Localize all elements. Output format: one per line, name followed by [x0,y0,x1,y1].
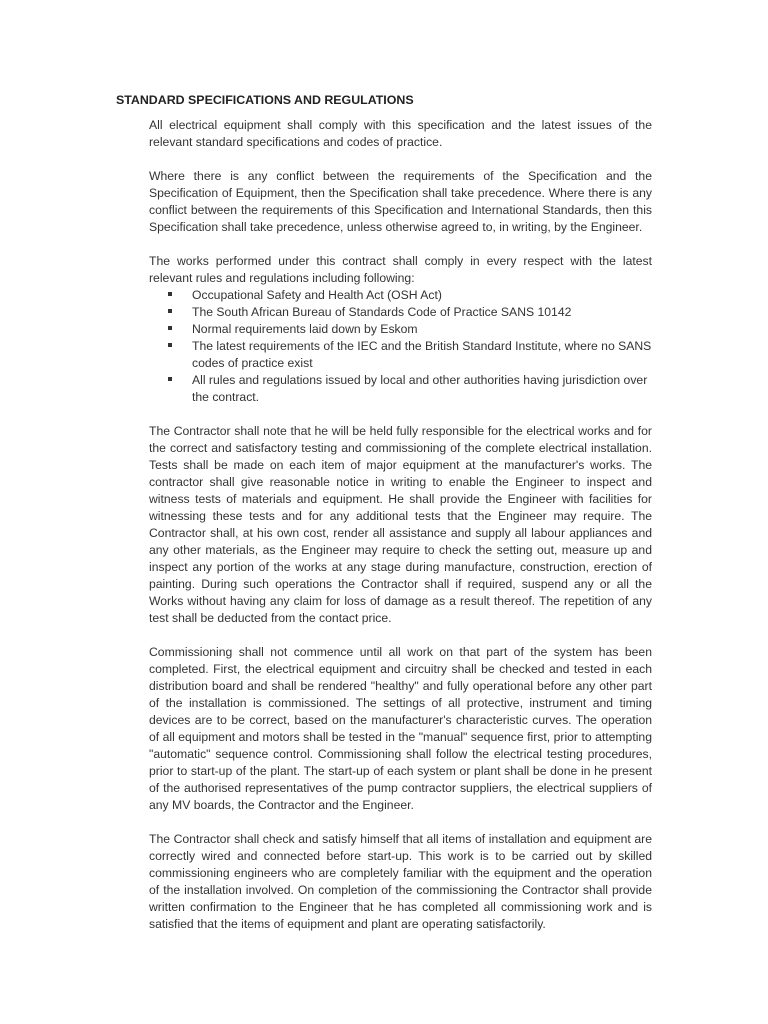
bullet-marker [168,377,172,381]
paragraph-contractor-responsibility: The Contractor shall note that he will be held fully responsible for the electrical works and for the correct and satisfactory testing and commissioning of the complete electrical installation. Tests shall be made on each item of major equipment at the manufacturer's works. The contractor shall give reasonable notice in writing to enable the Engineer to inspect and witness tests of materials and equipment. He shall provide the Engineer with facilities for witnessing these tests and for any additional tests that the Engineer may require. The Contractor shall, at his own cost, render all assistance and supply all labour appliances and any other materials, as the Engineer may require to check the setting out, measure up and inspect any portion of the works at any stage during manufacture, construction, erection of painting. During such operations the Contractor shall if required, suspend any or all the Works without having any claim for loss of damage as a result thereof. The repetition of any test shall be deducted from the contact price. [149,424,652,625]
list-item-text: All rules and regulations issued by local and other authorities having jurisdiction over the contract. [192,373,648,404]
paragraph-startup-checks: The Contractor shall check and satisfy himself that all items of installation and equipment are correctly wired and connected before start-up. This work is to be carried out by skilled commissioning engineers who are completely familiar with the equipment and the operation of the installation involved. On completion of the commissioning the Contractor shall provide written confirmation to the Engineer that he has completed all commissioning work and is satisfied that the items of equipment and plant are operating satisfactorily. [149,832,652,931]
bullet-marker [168,326,172,330]
list-item-text: The latest requirements of the IEC and the British Standard Institute, where no SANS codes of practice exist [192,339,652,370]
list-item [149,321,652,338]
bullet-marker [168,343,172,347]
section-body [149,117,652,933]
list-item [149,287,652,304]
section-heading: STANDARD SPECIFICATIONS AND REGULATIONS [116,93,414,107]
bullet-marker [168,309,172,313]
paragraph-rules-intro: The works performed under this contract shall comply in every respect with the latest relevant rules and regulations including following: [149,254,652,285]
regulations-list [149,287,652,406]
paragraph-precedence: Where there is any conflict between the requirements of the Specification and the Specification of Equipment, then the Specification shall take precedence. Where there is any conflict between the requirements of this Specification and International Standards, then this Specification shall take precedence, unless otherwise agreed to, in writing, by the Engineer. [149,169,652,234]
list-item [149,372,652,406]
bullet-marker [168,292,172,296]
list-item-text: Occupational Safety and Health Act (OSH Act) [192,288,442,302]
list-item [149,338,652,372]
paragraph-compliance: All electrical equipment shall comply with this specification and the latest issues of the relevant standard specifications and codes of practice. [149,118,652,149]
paragraph-commissioning: Commissioning shall not commence until all work on that part of the system has been completed. First, the electrical equipment and circuitry shall be checked and tested in each distribution board and shall be rendered "healthy" and fully operational before any other part of the installation is commissioned. The settings of all protective, instrument and timing devices are to be correct, based on the manufacturer's characteristic curves. The operation of all equipment and motors shall be tested in the "manual" sequence first, prior to attempting "automatic" sequence control. Commissioning shall follow the electrical testing procedures, prior to start-up of the plant. The start-up of each system or plant shall be done in he present of the authorised representatives of the pump contractor suppliers, the electrical suppliers of any MV boards, the Contractor and the Engineer. [149,645,652,812]
list-item-text: The South African Bureau of Standards Code of Practice SANS 10142 [192,305,572,319]
list-item [149,304,652,321]
list-item-text: Normal requirements laid down by Eskom [192,322,418,336]
